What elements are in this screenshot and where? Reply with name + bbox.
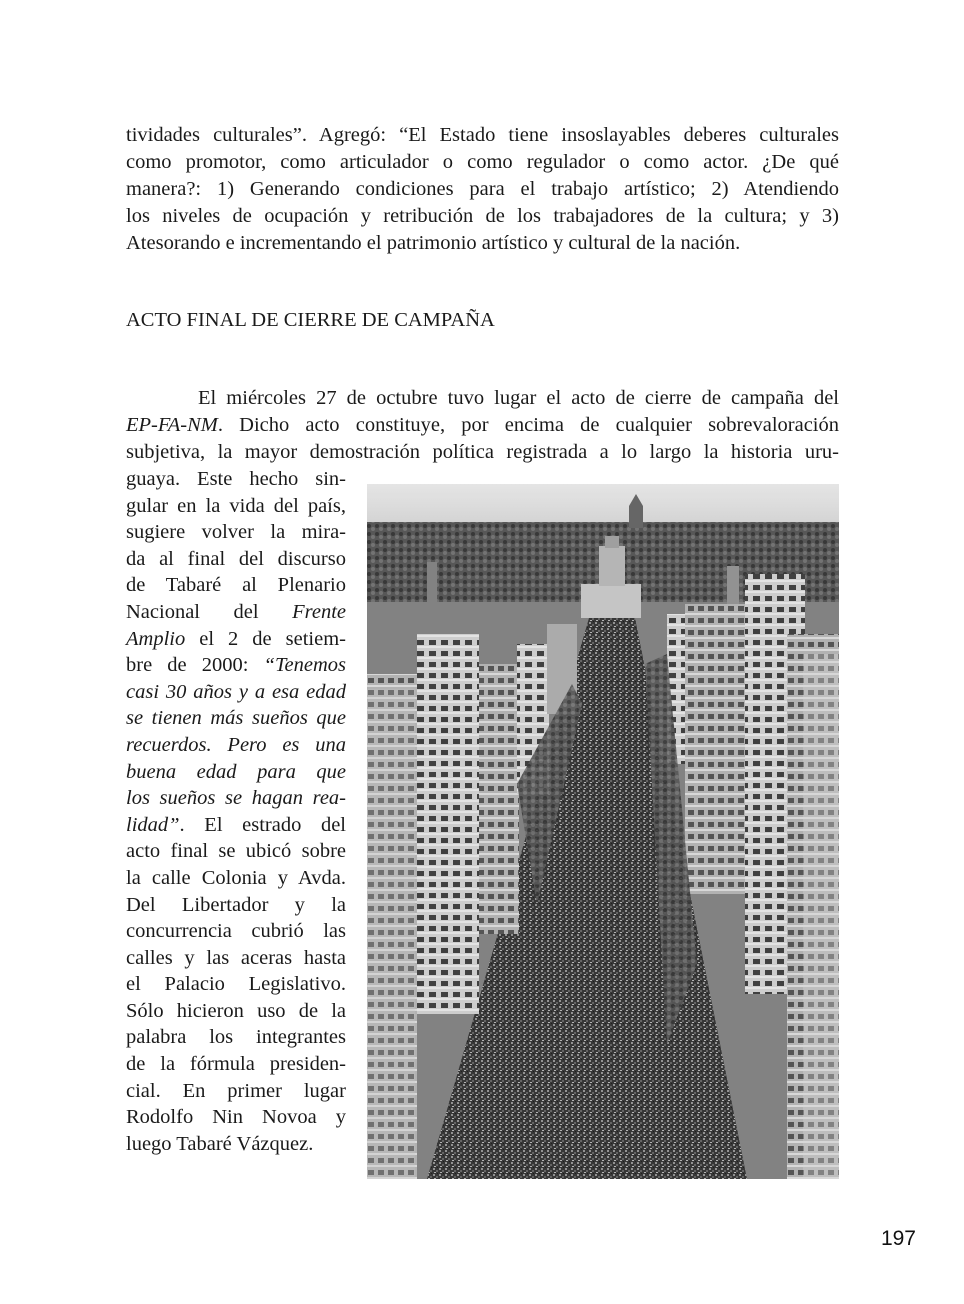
column-line: el Palacio Legislativo.: [126, 973, 346, 996]
intro-line-2: [126, 412, 839, 439]
top-line-5: Atesorando e incrementando el patrimonio artístico y cultural de la nación.: [126, 232, 741, 254]
column-line: [126, 785, 346, 812]
column-line: Rodolfo Nin Novoa y: [126, 1106, 346, 1129]
column-text: Nacional del: [126, 600, 293, 623]
column-line: la calle Colonia y Avda.: [126, 866, 346, 889]
column-line: [126, 759, 346, 786]
column-line: [126, 679, 346, 706]
column-line: [126, 599, 346, 626]
column-italic: recuerdos. Pero es una: [126, 733, 346, 756]
column-line: [126, 652, 346, 679]
column-line: da al final del discurso: [126, 547, 346, 570]
intro-paragraph: [126, 385, 839, 466]
column-italic: Frente: [292, 600, 346, 623]
column-line: [126, 626, 346, 653]
column-italic: “Tenemos: [263, 654, 346, 677]
page-number: 197: [880, 1227, 916, 1250]
party-acronym: EP-FA-NM: [126, 414, 218, 436]
column-italic: buena edad para que: [126, 760, 346, 783]
column-line: acto final se ubicó sobre: [126, 840, 346, 863]
column-italic: Amplio: [126, 627, 186, 650]
column-text: . El estrado del: [179, 813, 346, 836]
column-line: de la fórmula presiden-: [126, 1053, 346, 1076]
column-text: bre de 2000:: [126, 654, 264, 677]
column-line: palabra los integrantes: [126, 1026, 346, 1049]
top-line-4: los niveles de ocupación y retribución de los trabajadores de la cultura; y 3): [126, 205, 839, 227]
column-line: [126, 812, 346, 839]
column-text: el 2 de setiem-: [185, 627, 346, 650]
column-italic: los sueños se hagan rea-: [126, 787, 346, 810]
column-line: [126, 705, 346, 732]
column-line: luego Tabaré Vázquez.: [126, 1132, 314, 1155]
section-heading: ACTO FINAL DE CIERRE DE CAMPAÑA: [126, 309, 495, 331]
column-line: concurrencia cubrió las: [126, 920, 346, 943]
column-italic: se tienen más sueños que: [126, 707, 346, 730]
column-line: [126, 732, 346, 759]
column-line: gular en la vida del país,: [126, 494, 346, 517]
top-paragraph: [126, 122, 839, 257]
column-line: cial. En primer lugar: [126, 1079, 346, 1102]
column-line: de Tabaré al Plenario: [126, 574, 346, 597]
top-line-1: tividades culturales”. Agregó: “El Estado tiene insoslayables deberes culturales: [126, 124, 839, 146]
column-line: sugiere volver la mira-: [126, 521, 346, 544]
column-line: Del Libertador y la: [126, 893, 346, 916]
intro-line-1: El miércoles 27 de octubre tuvo lugar el acto de cierre de campaña del: [198, 387, 839, 409]
column-italic: lidad”: [126, 813, 180, 836]
crowd-photo-illustration: [367, 484, 839, 1179]
intro-line-3: subjetiva, la mayor demostración política registrada a lo largo la historia uru-: [126, 441, 839, 463]
column-italic: casi 30 años y a esa edad: [126, 680, 346, 703]
column-line: calles y las aceras hasta: [126, 946, 346, 969]
top-line-2: como promotor, como articulador o como regulador o como actor. ¿De qué: [126, 151, 839, 173]
top-line-3: manera?: 1) Generando condiciones para el trabajo artístico; 2) Atendiendo: [126, 178, 839, 200]
column-line: Sólo hicieron uso de la: [126, 999, 346, 1022]
intro-line-2-rest: . Dicho acto constituye, por encima de cualquier sobrevaloración: [217, 414, 839, 436]
text-column: [126, 466, 346, 1157]
crowd-photo: [367, 484, 839, 1179]
column-line: guaya. Este hecho sin-: [126, 468, 346, 490]
